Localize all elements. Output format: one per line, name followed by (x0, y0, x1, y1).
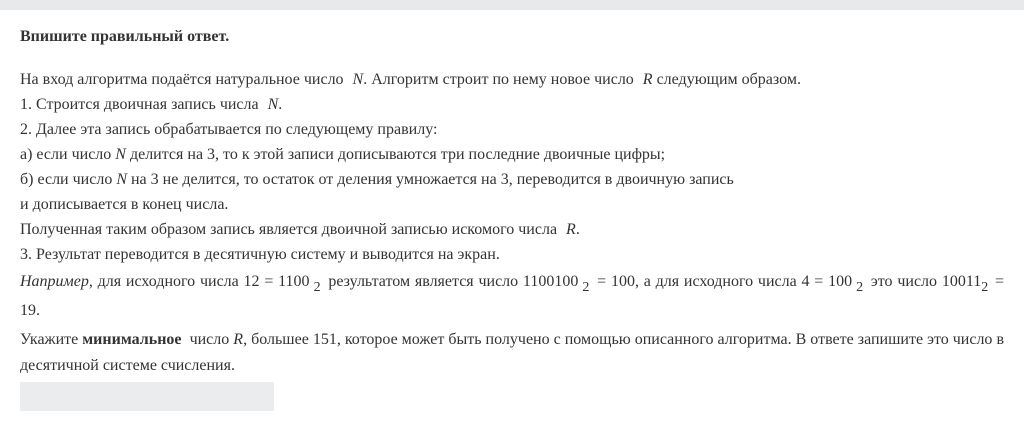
intro-text-2: . Алгоритм строит по нему новое число (363, 71, 634, 88)
answer-input[interactable] (20, 382, 274, 411)
intro-line (20, 67, 1004, 92)
intro-text-3: следующим образом. (656, 71, 801, 88)
step-3: 3. Результат переводится в десятичную систему и выводится на экран. (20, 246, 500, 263)
question-emphasis: минимальное (82, 331, 182, 348)
var-r: R (233, 331, 244, 348)
question-text-1: Укажите (20, 331, 79, 348)
question-text-2: число (189, 331, 230, 348)
var-n: N (116, 171, 127, 188)
result-line (20, 217, 1004, 242)
result-text-1: Полученная таким образом запись является двоичной записью искомого числа (20, 221, 558, 238)
rule-b (20, 167, 1004, 192)
rule-a (20, 142, 1004, 167)
var-n: N (352, 71, 364, 88)
example-paragraph (20, 267, 1004, 325)
intro-text-1: На вход алгоритма подаётся натуральное число (20, 71, 344, 88)
var-r: R (566, 221, 576, 238)
result-text-2: . (575, 221, 580, 238)
task-statement (20, 67, 1004, 379)
example-text-4: это число 10011 (870, 273, 982, 290)
step-1-text: 1. Строится двоичная запись числа (20, 96, 259, 113)
example-word: Например (20, 273, 89, 290)
rule-b-text-2: на 3 не делится, то остаток от деления умножается на 3, переводится в двоичную запись (130, 171, 734, 188)
task-content (20, 27, 1004, 379)
step-1-end: . (278, 96, 283, 113)
question-paragraph (20, 327, 1004, 379)
question-text-3: , большее 151, которое может быть получено с помощью описанного алгоритма. В ответе запишите это число в десятичной системе счисления. (20, 331, 1005, 374)
rule-b-text-1: б) если число (20, 171, 113, 188)
rule-a-text-1: а) если число (20, 146, 112, 163)
example-text-2: результатом является число 1100100 (328, 273, 579, 290)
top-bar (0, 0, 1024, 10)
subscript-base: 2 (313, 280, 321, 295)
rule-a-text-2: делится на 3, то к этой записи дописываются три последние двоичные цифры; (129, 146, 666, 163)
example-text-1: , для исходного числа 12 = 1100 (88, 273, 310, 290)
subscript-base: 2 (856, 280, 864, 295)
example-text-3: = 100, а для исходного числа 4 = 100 (597, 273, 853, 290)
task-instruction: Впишите правильный ответ. (20, 28, 230, 45)
subscript-base: 2 (981, 280, 989, 295)
var-r: R (642, 71, 653, 88)
example-text-5: = 19. (20, 273, 1005, 319)
var-n: N (267, 96, 279, 113)
step-1 (20, 92, 1004, 117)
var-n: N (115, 146, 126, 163)
step-2: 2. Далее эта запись обрабатывается по следующему правилу: (20, 121, 438, 138)
rule-b-continuation: и дописывается в конец числа. (20, 196, 229, 213)
subscript-base: 2 (582, 280, 590, 295)
